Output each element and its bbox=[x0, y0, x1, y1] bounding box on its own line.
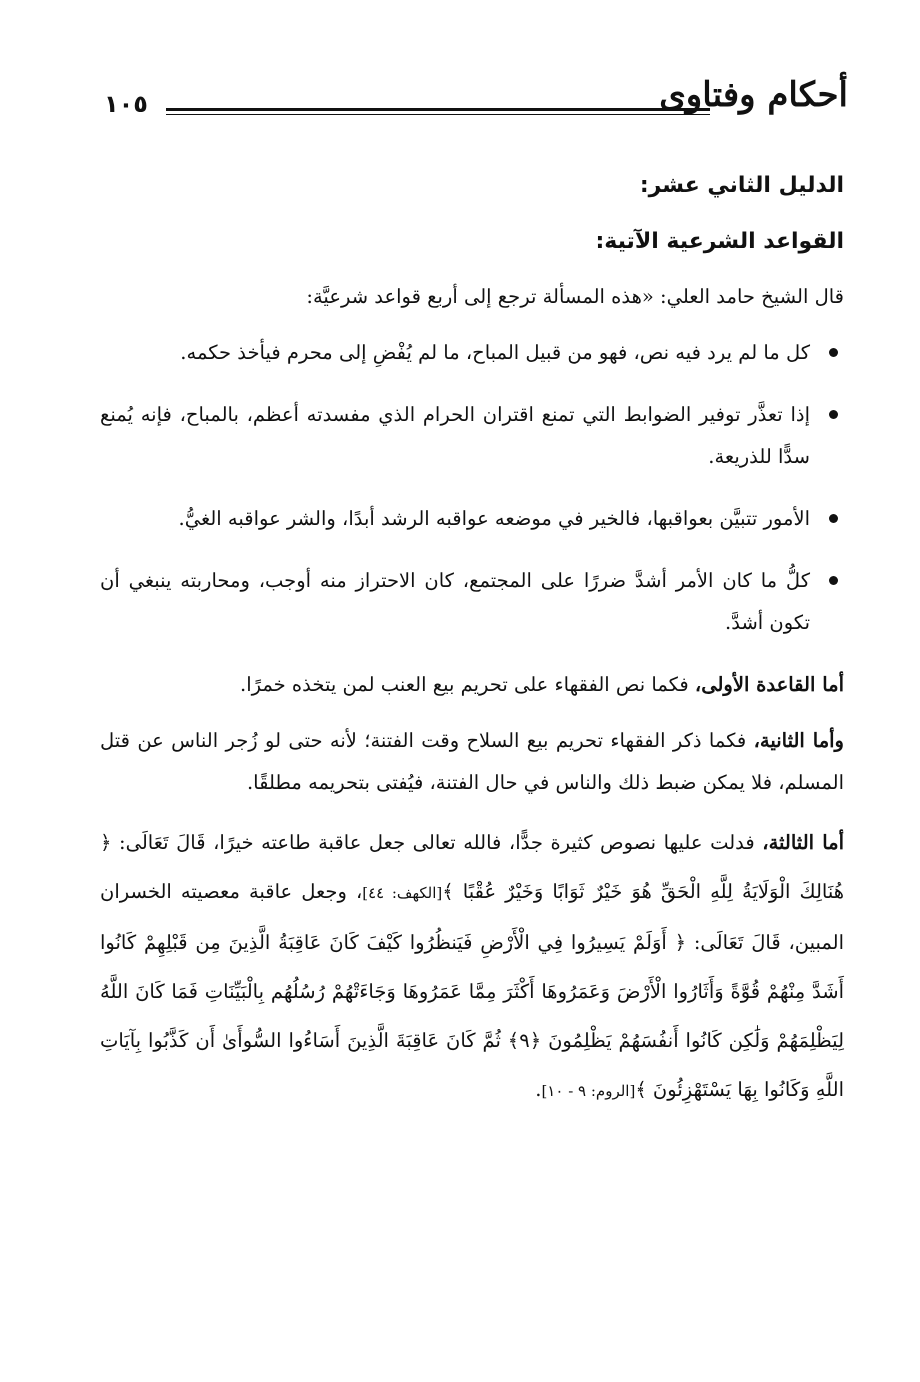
list-item bbox=[100, 498, 844, 540]
list-item bbox=[100, 394, 844, 478]
list-item bbox=[100, 332, 844, 374]
first-rule-lead: أما القاعدة الأولى، bbox=[694, 673, 844, 696]
page-header bbox=[104, 66, 848, 136]
third-rule-lead: أما الثالثة، bbox=[762, 831, 845, 854]
list-item-text: الأمور تتبيَّن بعواقبها، فالخير في موضعه عواقبه الرشد أبدًا، والشر عواقبه الغيُّ. bbox=[178, 507, 810, 530]
first-rule-paragraph bbox=[100, 664, 844, 706]
third-rule-text-continued: ، وجعل عاقبة معصيته الخسران المبين، قَالَ تَعَالَى: bbox=[100, 880, 844, 954]
rules-heading: القواعد الشرعية الآتية: bbox=[595, 229, 844, 254]
page-number: ١٠٥ bbox=[104, 90, 148, 118]
list-item-text: إذا تعذَّر توفير الضوابط التي تمنع اقتران الحرام الذي مفسدته أعظم، بالمباح، فإنه يُمنع سدًّا للذريعة. bbox=[100, 403, 810, 468]
evidence-heading: الدليل الثاني عشر: bbox=[639, 173, 844, 198]
second-rule-paragraph bbox=[100, 720, 844, 804]
bullet-icon bbox=[829, 348, 838, 357]
header-rule-thin bbox=[166, 114, 710, 115]
list-item-text: كلُّ ما كان الأمر أشدَّ ضررًا على المجتمع، كان الاحتراز منه أوجب، ومحاربته ينبغي أن تكون أشدَّ. bbox=[100, 569, 810, 634]
bullet-icon bbox=[829, 514, 838, 523]
second-rule-text: فكما ذكر الفقهاء تحريم بيع السلاح وقت الفتنة؛ لأنه حتى لو زُجر الناس عن قتل المسلم، فلا يمكن ضبط ذلك والناس في حال الفتنة، فيُفتى بتحريمه مطلقًا. bbox=[100, 729, 844, 794]
quran-verse-kahf: ﴿ هُنَالِكَ الْوَلَايَةُ لِلَّهِ الْحَقِّ هُوَ خَيْرٌ ثَوَابًا وَخَيْرٌ عُقْبًا ﴾ bbox=[100, 831, 845, 903]
verse-reference-rum: [الروم: ٩ - ١٠] bbox=[541, 1082, 636, 1100]
verse-reference-kahf: [الكهف: ٤٤] bbox=[362, 884, 443, 902]
quran-verse-rum: ﴿ أَوَلَمْ يَسِيرُوا فِي الْأَرْضِ فَيَنظُرُوا كَيْفَ كَانَ عَاقِبَةُ الَّذِينَ مِن قَبْلِهِمْ كَانُوا أَشَدَّ مِنْهُمْ قُوَّةً وَأَثَارُوا الْأَرْضَ وَعَمَرُوهَا أَكْثَرَ مِمَّا عَمَرُوهَا وَجَاءَتْهُمْ رُسُلُهُم بِالْبَيِّنَاتِ فَمَا كَانَ اللَّهُ لِيَظْلِمَهُمْ وَلَٰكِن كَانُوا أَنفُسَهُمْ يَظْلِمُونَ ﴿٩﴾ ثُمَّ كَانَ عَاقِبَةَ الَّذِينَ أَسَاءُوا السُّوأَىٰ أَن كَذَّبُوا بِآيَاتِ اللَّهِ وَكَانُوا بِهَا يَسْتَهْزِئُونَ ﴾ bbox=[100, 931, 845, 1101]
closing-period: . bbox=[535, 1078, 542, 1101]
bullet-icon bbox=[829, 410, 838, 419]
third-rule-paragraph bbox=[100, 818, 844, 1116]
bullet-icon bbox=[829, 576, 838, 585]
second-rule-lead: وأما الثانية، bbox=[753, 729, 844, 752]
first-rule-text: فكما نص الفقهاء على تحريم بيع العنب لمن يتخذه خمرًا. bbox=[240, 673, 695, 696]
intro-paragraph: قال الشيخ حامد العلي: «هذه المسألة ترجع إلى أربع قواعد شرعيَّة: bbox=[306, 285, 844, 308]
header-rule bbox=[166, 108, 710, 111]
list-item-text: كل ما لم يرد فيه نص، فهو من قبيل المباح، ما لم يُفْضِ إلى محرم فيأخذ حكمه. bbox=[180, 341, 810, 364]
book-title: أحكام وفتاوى bbox=[659, 75, 848, 115]
third-rule-text: فدلت عليها نصوص كثيرة جدًّا، فالله تعالى جعل عاقبة طاعته خيرًا، قَالَ تَعَالَى: bbox=[119, 831, 763, 854]
page-body bbox=[100, 158, 844, 1116]
rules-list bbox=[100, 332, 844, 644]
list-item bbox=[100, 560, 844, 644]
